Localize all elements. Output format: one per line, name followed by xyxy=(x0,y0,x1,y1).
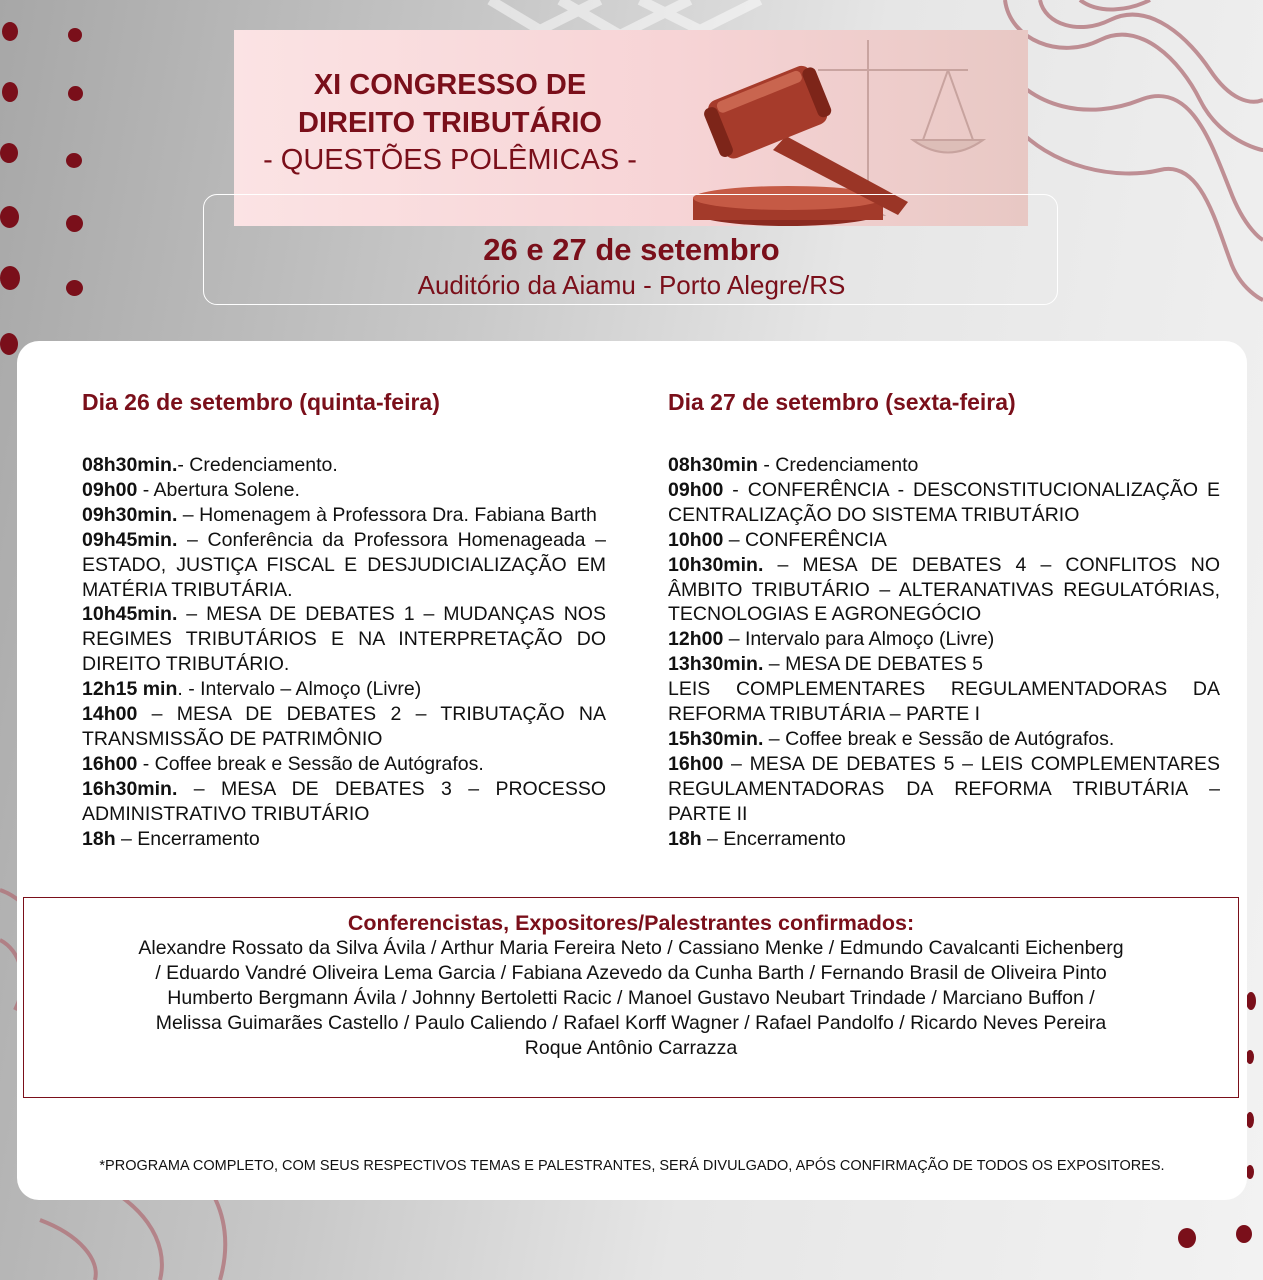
schedule-item xyxy=(668,677,1220,727)
schedule-time: 08h30min. xyxy=(82,454,178,476)
title-line-1: XI CONGRESSO DE xyxy=(313,69,587,101)
schedule-text: – MESA DE DEBATES 5 – LEIS COMPLEMENTARES REGULAMENTADORAS DA REFORMA TRIBUTÁRIA – PARTE II xyxy=(668,752,1220,825)
decorative-dot xyxy=(2,22,18,41)
decorative-dot xyxy=(1246,1112,1254,1128)
schedule-text: – Encerramento xyxy=(115,827,260,850)
speakers-line: / Eduardo Vandré Oliveira Lema Garcia / Fabiana Azevedo da Cunha Barth / Fernando Brasil de Oliveira Pinto xyxy=(155,962,1107,984)
day1-schedule xyxy=(82,387,606,852)
decorative-dot xyxy=(0,333,18,355)
decorative-dot xyxy=(68,86,83,101)
schedule-time: 09h30min. xyxy=(82,503,178,526)
program-card xyxy=(17,341,1247,1200)
schedule-time: 15h30min. xyxy=(668,727,764,750)
schedule-item xyxy=(82,478,606,503)
schedule-item xyxy=(668,752,1220,827)
schedule-item xyxy=(668,528,1220,553)
schedule-text: – MESA DE DEBATES 2 – TRIBUTAÇÃO NA TRANSMISSÃO DE PATRIMÔNIO xyxy=(82,703,606,750)
decorative-dot xyxy=(0,143,18,163)
schedule-item xyxy=(668,727,1220,752)
schedule-text: – MESA DE DEBATES 4 – CONFLITOS NO ÂMBITO TRIBUTÁRIO – ALTERANATIVAS REGULATÓRIAS, TECNOLOGIAS E AGRONEGÓCIO xyxy=(668,553,1220,626)
speakers-line: Roque Antônio Carrazza xyxy=(524,1037,738,1059)
schedule-item xyxy=(82,602,606,677)
banner-title xyxy=(234,66,666,178)
schedule-text: - CONFERÊNCIA - DESCONSTITUCIONALIZAÇÃO E CENTRALIZAÇÃO DO SISTEMA TRIBUTÁRIO xyxy=(668,478,1220,526)
schedule-item xyxy=(82,777,606,827)
schedule-text: – MESA DE DEBATES 5 xyxy=(763,653,984,676)
decorative-dot xyxy=(1236,1225,1252,1243)
schedule-time: 16h30min. xyxy=(82,777,178,800)
schedule-item xyxy=(668,827,1220,852)
decorative-dot xyxy=(1178,1228,1196,1248)
schedule-item xyxy=(668,553,1220,628)
day1-title: Dia 26 de setembro (quinta-feira) xyxy=(82,389,440,415)
event-dates: 26 e 27 de setembro xyxy=(483,232,780,267)
schedule-time: 16h00 xyxy=(668,752,724,775)
schedule-time: 08h30min xyxy=(668,454,758,476)
schedule-text: - Credenciamento xyxy=(757,454,919,476)
schedule-time: 10h00 xyxy=(668,528,724,551)
decorative-dot xyxy=(2,82,18,102)
schedule-time: 10h45min. xyxy=(82,603,178,626)
schedule-text: – Intervalo para Almoço (Livre) xyxy=(723,628,995,651)
decorative-dot xyxy=(0,206,19,228)
schedule-item xyxy=(668,478,1220,528)
day2-items xyxy=(668,453,1220,852)
decorative-dot xyxy=(66,215,83,232)
schedule-item xyxy=(668,627,1220,652)
schedule-text: – MESA DE DEBATES 1 – MUDANÇAS NOS REGIMES TRIBUTÁRIOS E NA INTERPRETAÇÃO DO DIREITO TRIBUTÁRIO. xyxy=(82,603,606,676)
schedule-item xyxy=(82,677,606,702)
decorative-dot xyxy=(1246,992,1256,1010)
schedule-item xyxy=(82,702,606,752)
day2-schedule xyxy=(668,387,1220,852)
schedule-time: 10h30min. xyxy=(668,553,764,576)
speakers-line: Humberto Bergmann Ávila / Johnny Bertoletti Racic / Manoel Gustavo Neubart Trindade / Marciano Buffon / xyxy=(167,987,1095,1009)
decorative-dot xyxy=(1246,1050,1254,1064)
schedule-item xyxy=(668,453,1220,478)
schedule-text: - Abertura Solene. xyxy=(137,478,300,501)
schedule-item xyxy=(82,827,606,852)
title-line-2: DIREITO TRIBUTÁRIO xyxy=(298,107,602,139)
schedule-time: 09h00 xyxy=(82,478,138,501)
schedule-text: – Homenagem à Professora Dra. Fabiana Barth xyxy=(177,503,597,526)
schedule-text: – MESA DE DEBATES 3 – PROCESSO ADMINISTRATIVO TRIBUTÁRIO xyxy=(82,777,606,825)
schedule-text: – Conferência da Professora Homenageada – ESTADO, JUSTIÇA FISCAL E DESJUDICIALIZAÇÃO EM MATÉRIA TRIBUTÁRIA. xyxy=(82,528,606,601)
decorative-dot xyxy=(1246,1165,1254,1179)
schedule-text: – Coffee break e Sessão de Autógrafos. xyxy=(763,727,1115,750)
decorative-dot xyxy=(66,153,82,168)
schedule-item xyxy=(668,652,1220,677)
schedule-text: LEIS COMPLEMENTARES REGULAMENTADORAS DA REFORMA TRIBUTÁRIA – PARTE I xyxy=(668,678,1220,726)
schedule-time: 09h45min. xyxy=(82,528,178,551)
schedule-time: 09h00 xyxy=(668,478,724,501)
schedule-item xyxy=(82,528,606,603)
schedule-text: – CONFERÊNCIA xyxy=(723,528,887,551)
speakers-title: Conferencistas, Expositores/Palestrantes confirmados: xyxy=(347,911,915,935)
schedule-time: 13h30min. xyxy=(668,653,764,676)
schedule-time: 14h00 xyxy=(82,703,138,726)
day2-title: Dia 27 de setembro (sexta-feira) xyxy=(668,389,1016,415)
speakers-line: Alexandre Rossato da Silva Ávila / Arthur Maria Fereira Neto / Cassiano Menke / Edmundo Cavalcanti Eichenberg xyxy=(138,937,1124,959)
speakers-box xyxy=(23,897,1239,1098)
schedule-text: - Coffee break e Sessão de Autógrafos. xyxy=(137,752,484,775)
title-line-3: - QUESTÕES POLÊMICAS - xyxy=(263,144,637,176)
schedule-item xyxy=(82,752,606,777)
schedule-time: 12h15 min xyxy=(82,678,178,701)
footnote: *PROGRAMA COMPLETO, COM SEUS RESPECTIVOS TEMAS E PALESTRANTES, SERÁ DIVULGADO, APÓS CONFIRMAÇÃO DE TODOS OS EXPOSITORES. xyxy=(99,1158,1165,1174)
schedule-text: – Encerramento xyxy=(701,827,846,850)
schedule-time: 16h00 xyxy=(82,752,138,775)
decorative-dot xyxy=(68,28,82,42)
schedule-text: . - Intervalo – Almoço (Livre) xyxy=(177,678,422,701)
schedule-time: 18h xyxy=(668,827,702,850)
schedule-time: 12h00 xyxy=(668,628,724,651)
schedule-item xyxy=(82,503,606,528)
schedule-text: - Credenciamento. xyxy=(177,454,338,476)
event-venue: Auditório da Aiamu - Porto Alegre/RS xyxy=(417,270,846,300)
schedule-item xyxy=(82,453,606,478)
schedule-time: 18h xyxy=(82,827,116,850)
day1-items xyxy=(82,453,606,852)
speakers-line: Melissa Guimarães Castello / Paulo Caliendo / Rafael Korff Wagner / Rafael Pandolfo / Ricardo Neves Pereira xyxy=(155,1012,1107,1034)
